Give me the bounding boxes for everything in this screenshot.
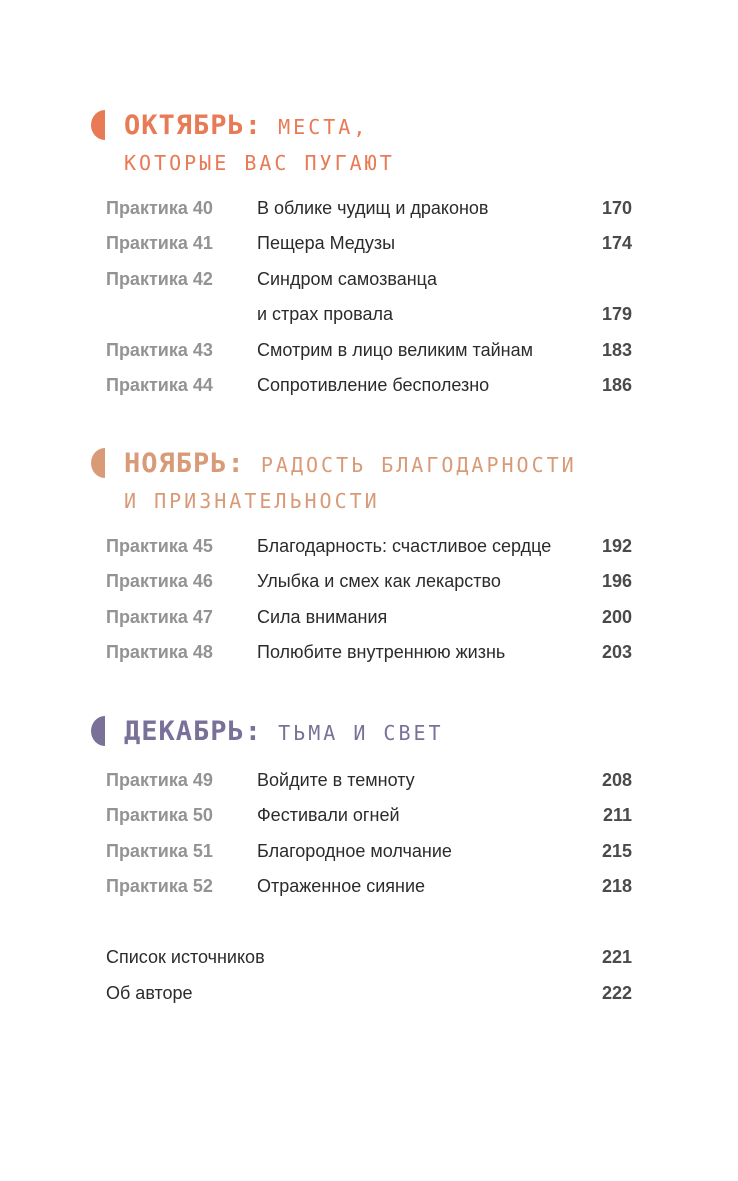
section-title-line2: КОТОРЫЕ ВАС ПУГАЮТ xyxy=(124,151,395,175)
entry-title: Пещера Медузы xyxy=(257,233,396,253)
section-title xyxy=(124,108,368,145)
entry-title: В облике чудищ и драконов xyxy=(257,198,489,218)
toc-row[interactable] xyxy=(0,531,738,561)
page-number: 218 xyxy=(601,876,632,896)
toc-row[interactable] xyxy=(0,228,738,258)
toc-row[interactable] xyxy=(0,299,738,329)
half-moon-icon xyxy=(91,448,105,478)
half-moon-icon xyxy=(91,716,105,746)
half-moon-icon xyxy=(91,110,105,140)
page-number: 222 xyxy=(601,983,632,1003)
toc-row[interactable] xyxy=(0,370,738,400)
page-number: 208 xyxy=(601,770,632,790)
entry-title: Сопротивление бесполезно xyxy=(257,375,490,395)
section-title-month: НОЯБРЬ: xyxy=(124,448,245,479)
entry-title: Смотрим в лицо великим тайнам xyxy=(257,340,533,360)
toc-row-sources[interactable] xyxy=(0,942,738,972)
entry-title: Войдите в темноту xyxy=(257,770,415,790)
entry-title: Сила внимания xyxy=(257,607,388,627)
section-title-rest: МЕСТА, xyxy=(278,115,369,139)
practice-label: Практика 48 xyxy=(106,642,213,662)
entry-title: Фестивали огней xyxy=(257,805,400,825)
entry-title: Благородное молчание xyxy=(257,841,452,861)
practice-label: Практика 46 xyxy=(106,571,213,591)
practice-label: Практика 50 xyxy=(106,805,213,825)
section-title-month: ОКТЯБРЬ: xyxy=(124,110,263,141)
practice-label: Практика 43 xyxy=(106,340,213,360)
section-title-month: ДЕКАБРЬ: xyxy=(124,716,263,747)
toc-row[interactable] xyxy=(0,193,738,223)
entry-title: Отраженное сияние xyxy=(257,876,426,896)
page-number: 179 xyxy=(601,304,632,324)
page-number: 174 xyxy=(601,233,632,253)
entry-title: Полюбите внутреннюю жизнь xyxy=(257,642,506,662)
page-number: 196 xyxy=(601,571,632,591)
entry-title: Список источников xyxy=(106,947,265,967)
toc-row[interactable] xyxy=(0,566,738,596)
section-title-rest: РАДОСТЬ БЛАГОДАРНОСТИ xyxy=(260,453,577,477)
toc-row[interactable] xyxy=(0,602,738,632)
page-number: 221 xyxy=(601,947,632,967)
entry-title: Улыбка и смех как лекарство xyxy=(257,571,501,591)
page-number: 192 xyxy=(601,536,632,556)
practice-label: Практика 45 xyxy=(106,536,213,556)
page-number: 203 xyxy=(601,642,632,662)
toc-row[interactable] xyxy=(0,264,738,294)
practice-label: Практика 51 xyxy=(106,841,213,861)
entry-title: Благодарность: счастливое сердце xyxy=(257,536,552,556)
page-number: 186 xyxy=(601,375,632,395)
section-title xyxy=(124,446,577,483)
page-number: 183 xyxy=(601,340,632,360)
section-title-line2: И ПРИЗНАТЕЛЬНОСТИ xyxy=(124,489,380,513)
page-number: 211 xyxy=(602,805,632,825)
page-number: 215 xyxy=(601,841,632,861)
practice-label: Практика 40 xyxy=(106,198,213,218)
page-number: 200 xyxy=(601,607,632,627)
toc-row[interactable] xyxy=(0,335,738,365)
practice-label: Практика 41 xyxy=(106,233,213,253)
toc-row[interactable] xyxy=(0,836,738,866)
practice-label: Практика 44 xyxy=(106,375,213,395)
toc-row-about-author[interactable] xyxy=(0,978,738,1008)
section-title xyxy=(124,714,444,751)
toc-row[interactable] xyxy=(0,765,738,795)
section-title-rest: ТЬМА И СВЕТ xyxy=(278,721,444,745)
toc-row[interactable] xyxy=(0,800,738,830)
practice-label: Практика 47 xyxy=(106,607,213,627)
practice-label: Практика 49 xyxy=(106,770,213,790)
practice-label: Практика 52 xyxy=(106,876,213,896)
toc-row[interactable] xyxy=(0,637,738,667)
entry-title: и страх провала xyxy=(257,304,393,324)
page-number: 170 xyxy=(601,198,632,218)
entry-title: Синдром самозванца xyxy=(257,269,437,289)
entry-title: Об авторе xyxy=(106,983,193,1003)
toc-row[interactable] xyxy=(0,871,738,901)
practice-label: Практика 42 xyxy=(106,269,213,289)
